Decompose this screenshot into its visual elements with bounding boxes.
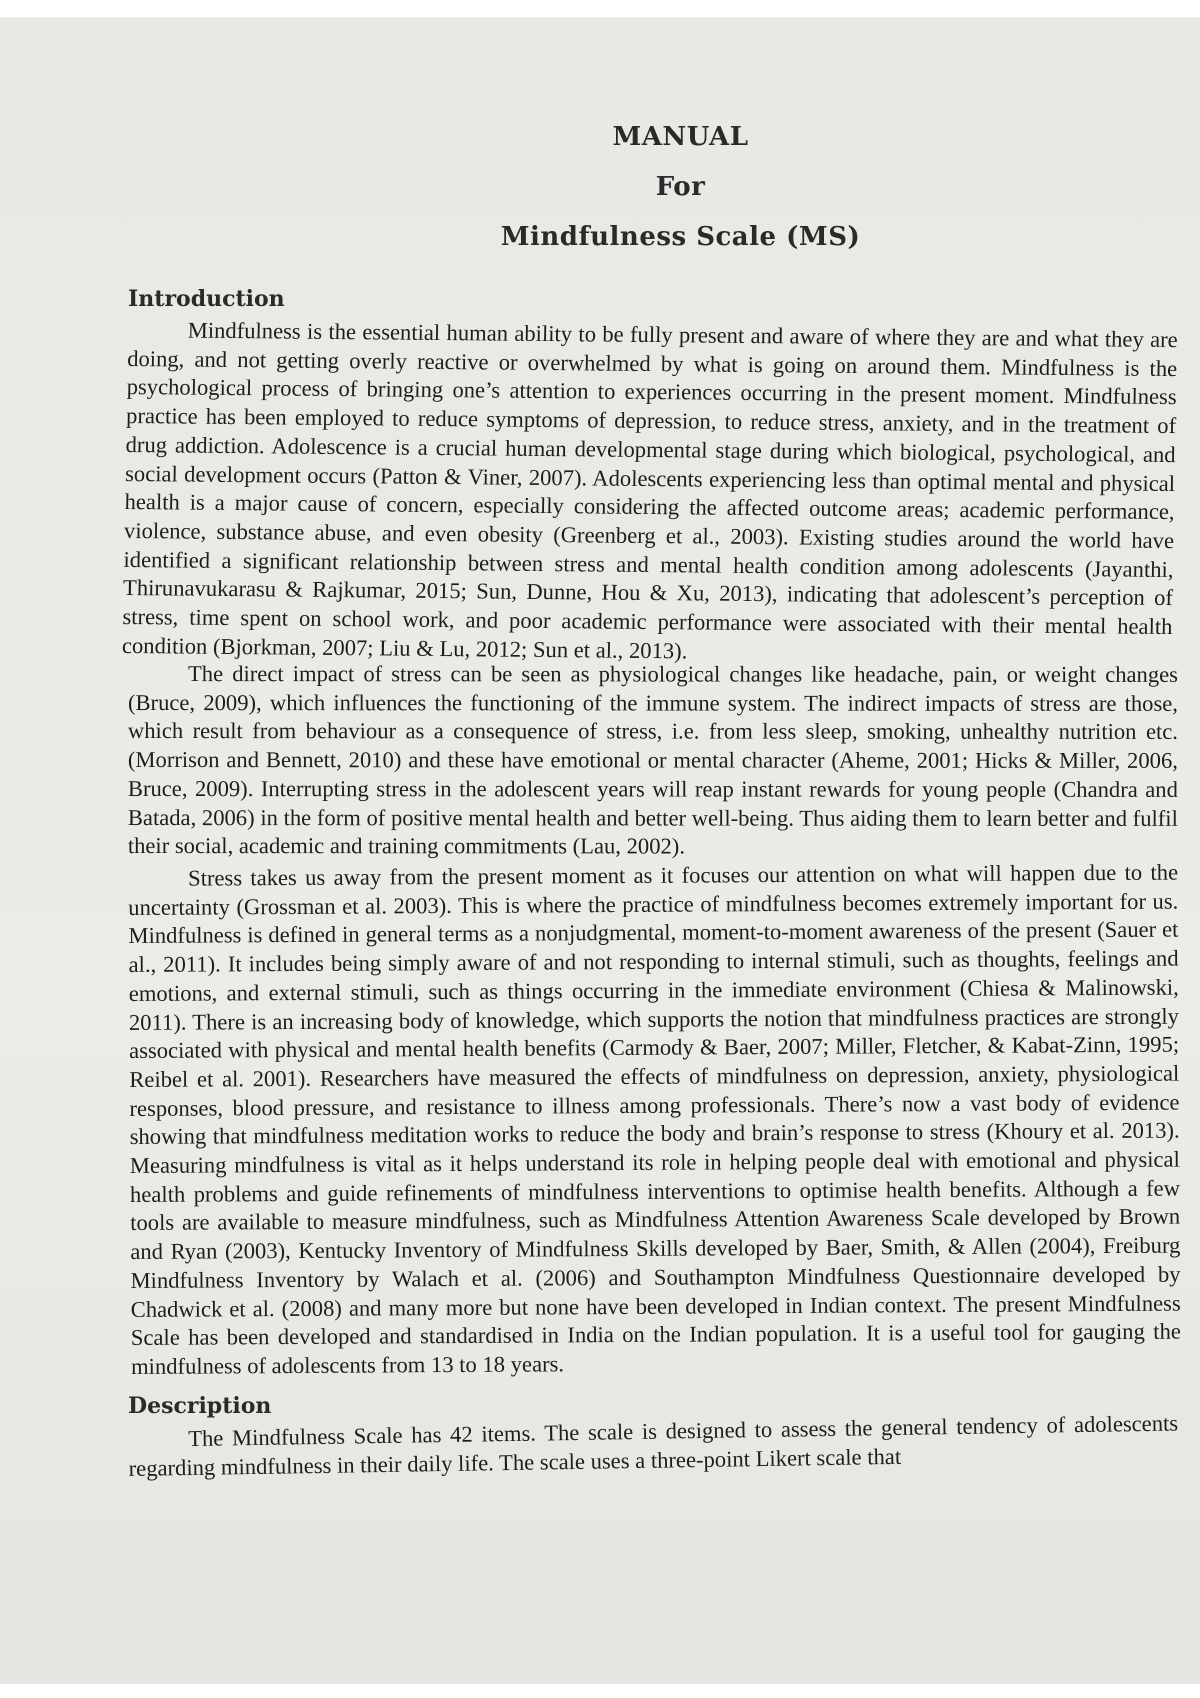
title-line-scale-name: Mindfulness Scale (MS) bbox=[500, 222, 861, 252]
title-line-manual: MANUAL bbox=[612, 122, 749, 152]
description-heading: Description bbox=[128, 1393, 272, 1420]
introduction-paragraph-3: Stress takes us away from the present moment as it focuses our attention on what will happen due to the uncertainty (Grossman et al. 2003). This is where the practice of mindfulness becomes extremely important for us. Mindfulness is defined in general terms as a nonjudgmental, moment-to-moment awareness of the present (Sauer et al., 2011). It includes being simply aware of and not responding to internal stimuli, such as thoughts, feelings and emotions, and external stimuli, such as things occurring in the immediate environment (Chiesa & Malinowski, 2011). There is an increasing body of knowledge, which supports the notion that mindfulness practices are strongly associated with physical and mental health benefits (Carmody & Baer, 2007; Miller, Fletcher, & Kabat-Zinn, 1995; Reibel et al. 2001). Researchers have measured the effects of mindfulness on depression, anxiety, physiological responses, blood pressure, and resistance to illness among professionals. There’s now a vast body of evidence showing that mindfulness meditation works to reduce the body and brain’s response to stress (Khoury et al. 2013). Measuring mindfulness is vital as it helps understand its role in helping people deal with emotional and physical health problems and guide refinements of mindfulness interventions to optimise health benefits. Although a few tools are available to measure mindfulness, such as Mindfulness Attention Awareness Scale developed by Brown and Ryan (2003), Kentucky Inventory of Mindfulness Skills developed by Baer, Smith, & Allen (2004), Freiburg Mindfulness Inventory by Walach et al. (2006) and Southampton Mindfulness Questionnaire developed by Chadwick et al. (2008) and many more but none have been developed in Indian context. The present Mindfulness Scale has been developed and standardised in India on the Indian population. It is a useful tool for gauging the mindfulness of adolescents from 13 to 18 years. bbox=[128, 859, 1181, 1380]
description-paragraph-1: The Mindfulness Scale has 42 items. The scale is designed to assess the general tendency of adolescents regarding mindfulness in their daily life. The scale uses a three-point Likert scale that bbox=[128, 1410, 1179, 1481]
scan-top-margin bbox=[0, 0, 1200, 17]
introduction-paragraph-2: The direct impact of stress can be seen as physiological changes like headache, pain, or weight changes (Bruce, 2009), which influences the functioning of the immune system. The indirect impacts of stress are those, which result from behaviour as a consequence of stress, i.e. from less sleep, smoking, unhealthy nutrition etc. (Morrison and Bennett, 2010) and these have emotional or mental character (Aheme, 2001; Hicks & Miller, 2006, Bruce, 2009). Interrupting stress in the adolescent years will reap instant rewards for young people (Chandra and Batada, 2006) in the form of positive mental health and better well-being. Thus aiding them to learn better and fulfil their social, academic and training commitments (Lau, 2002). bbox=[127, 661, 1178, 860]
title-line-for: For bbox=[655, 172, 706, 202]
introduction-heading: Introduction bbox=[128, 286, 285, 312]
page-content bbox=[121, 112, 1181, 1483]
introduction-paragraph-1: Mindfulness is the essential human ability to be fully present and aware of where they are and what they are doing, and not getting overly reactive or overwhelmed by what is going on around them. Mindfulness is the psychological process of bringing one’s attention to experiences occurring in the present moment. Mindfulness practice has been employed to reduce symptoms of depression, to reduce stress, anxiety, and in the treatment of drug addiction. Adolescence is a crucial human developmental stage during which biological, psychological, and social development occurs (Patton & Viner, 2007). Adolescents experiencing less than optimal mental and physical health is a major cause of concern, especially considering the affected outcome areas; academic performance, violence, substance abuse, and even obesity (Greenberg et al., 2003). Existing studies around the world have identified a significant relationship between stress and mental health condition among adolescents (Jayanthi, Thirunavukarasu & Rajkumar, 2015; Sun, Dunne, Hou & Xu, 2013), indicating that adolescent’s perception of stress, time spent on school work, and poor academic performance were associated with their mental health condition (Bjorkman, 2007; Liu & Lu, 2012; Sun et al., 2013). bbox=[121, 317, 1178, 664]
document-title bbox=[128, 112, 1178, 262]
scan-bottom-margin bbox=[0, 1684, 1200, 1698]
